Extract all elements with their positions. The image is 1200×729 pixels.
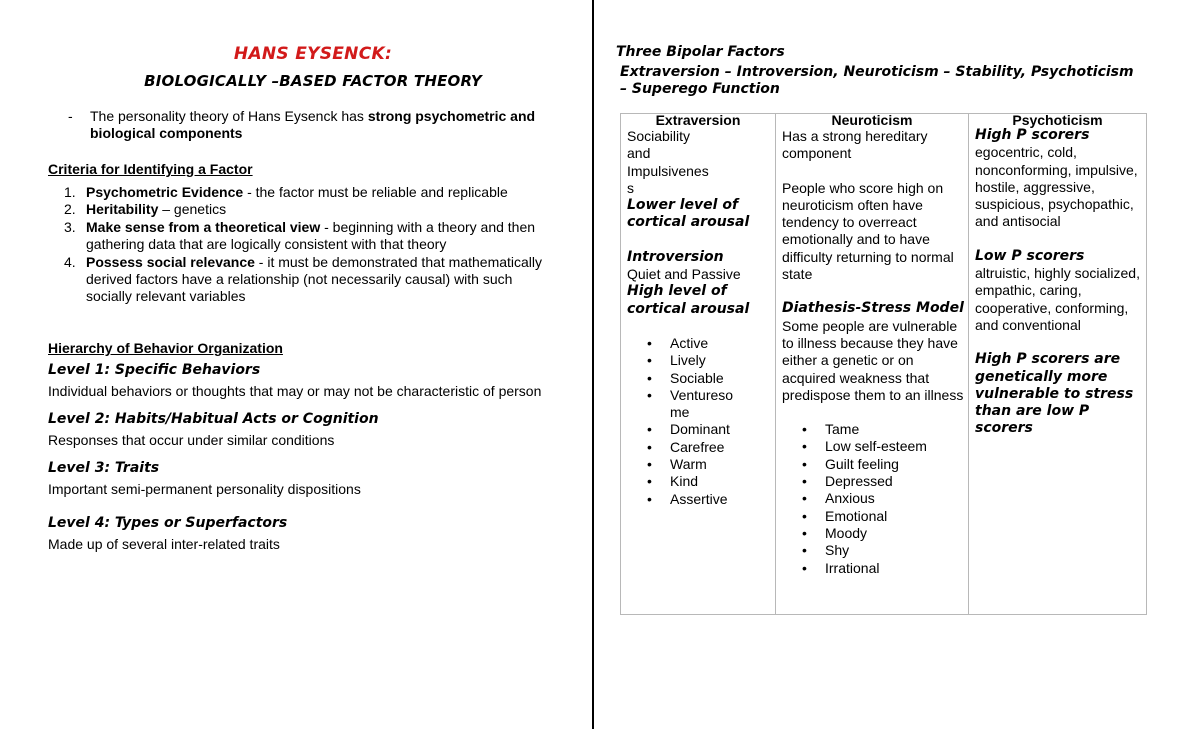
table-column-extraversion — [621, 114, 776, 614]
cell-text: altruistic, highly socialized, empathic, caring, cooperative, conforming, and conventional — [975, 265, 1140, 333]
emphasis-text: Diathesis-Stress Model — [782, 300, 964, 317]
list-item: • Ventureso — [627, 387, 771, 404]
list-item: • Dominant — [627, 421, 771, 438]
list-item: • Active — [627, 335, 771, 352]
criteria-item — [64, 184, 544, 201]
level-3-title: Level 3: Traits — [48, 460, 160, 476]
cell-text: Impulsivenes — [627, 162, 709, 179]
table-column-neuroticism — [776, 114, 969, 614]
criteria-rest: - the factor must be reliable and replicable — [243, 184, 508, 200]
table-cell — [621, 124, 775, 508]
cell-text: Has a strong hereditary component — [782, 128, 928, 162]
list-number: 1. — [64, 184, 76, 200]
list-item: • Emotional — [782, 508, 964, 525]
list-item: • Low self-esteem — [782, 438, 964, 455]
criteria-item — [64, 219, 544, 254]
level-1-desc: Individual behaviors or thoughts that may or may not be characteristic of person — [48, 383, 542, 399]
criteria-rest: – genetics — [158, 201, 227, 218]
criteria-bold: Possess social relevance — [86, 253, 255, 270]
intro-bullet — [68, 108, 538, 142]
table-header: Psychoticism — [1012, 112, 1103, 128]
cell-text: Some people are vulnerable to illness because they have either a genetic or on acquired weakness that predispose them to an illness — [782, 317, 964, 403]
criteria-bold: Make sense from a theoretical view — [86, 218, 321, 235]
criteria-bold: Psychometric Evidence — [86, 184, 244, 200]
list-item-continuation — [627, 404, 771, 421]
list-item: • Shy — [782, 542, 964, 559]
level-2-desc: Responses that occur under similar conditions — [48, 432, 335, 448]
dash-marker: - — [68, 108, 73, 124]
page-title: HANS EYSENCK: — [233, 44, 393, 64]
list-item: • Depressed — [782, 473, 964, 490]
cell-text: egocentric, cold, nonconforming, impulsive, hostile, aggressive, suspicious, psychopathic, and antisocial — [975, 144, 1138, 230]
table-cell — [776, 124, 968, 577]
list-item: • Irrational — [782, 560, 964, 577]
list-item: • Kind — [627, 473, 771, 490]
intro-text-bold: strong psychometric and biological components — [90, 108, 536, 141]
emphasis-text: High P scorers — [975, 127, 1090, 143]
page-divider — [592, 0, 594, 729]
intro-text-plain: The personality theory of Hans Eysenck has — [90, 108, 368, 124]
intro-text — [90, 108, 538, 142]
neuroticism-traits-list — [782, 421, 964, 577]
emphasis-text: High P scorers are genetically more vulnerable to stress than are low P scorers — [975, 351, 1134, 437]
factors-table — [620, 113, 1147, 615]
level-1-title: Level 1: Specific Behaviors — [48, 362, 261, 378]
cell-text: People who score high on neuroticism often have tendency to overreact emotionally and to have difficulty returning to normal state — [782, 179, 954, 283]
level-2-title: Level 2: Habits/Habitual Acts or Cognition — [48, 411, 379, 427]
list-item: • Warm — [627, 456, 771, 473]
list-item: • Lively — [627, 352, 771, 369]
bipolar-subtitle: Extraversion – Introversion, Neuroticism – Stability, Psychoticism – Superego Function — [620, 64, 1134, 97]
page-subtitle: BIOLOGICALLY –BASED FACTOR THEORY — [144, 72, 482, 90]
table-header: Extraversion — [655, 112, 741, 128]
criteria-item — [64, 254, 544, 306]
level-4-title: Level 4: Types or Superfactors — [48, 515, 288, 531]
extraversion-traits-list — [627, 335, 771, 508]
criteria-heading: Criteria for Identifying a Factor — [48, 161, 253, 177]
cell-text: me — [670, 404, 690, 421]
level-3-desc: Important semi-permanent personality dispositions — [48, 481, 361, 497]
table-cell — [969, 124, 1146, 438]
list-item: • Guilt feeling — [782, 456, 964, 473]
emphasis-text: Introversion — [627, 248, 724, 265]
hierarchy-heading: Hierarchy of Behavior Organization — [48, 340, 283, 356]
criteria-list — [64, 184, 544, 306]
list-item: • Assertive — [627, 491, 771, 508]
level-4-desc: Made up of several inter-related traits — [48, 536, 280, 552]
list-item: • Sociable — [627, 370, 771, 387]
emphasis-text: Lower level of — [627, 197, 739, 214]
cell-text: s — [627, 179, 634, 196]
emphasis-text: High level of — [627, 283, 727, 300]
criteria-rest: - it must be demonstrated that mathematically derived factors have a relationship (not necessarily causal) with such socially relevant variables — [86, 253, 543, 305]
table-column-psychoticism — [969, 114, 1146, 614]
list-item: • Carefree — [627, 439, 771, 456]
criteria-bold: Heritability — [86, 201, 159, 218]
emphasis-text: cortical arousal — [627, 300, 750, 317]
cell-text: Quiet and Passive — [627, 266, 741, 283]
criteria-item — [64, 201, 544, 218]
list-item: • Anxious — [782, 490, 964, 507]
criteria-rest: - beginning with a theory and then gathering data that are logically consistent with that theory — [86, 218, 536, 253]
bipolar-title: Three Bipolar Factors — [616, 44, 785, 60]
list-number: 4. — [64, 253, 76, 270]
list-item: • Tame — [782, 421, 964, 438]
emphasis-text: cortical arousal — [627, 214, 750, 231]
cell-text: and — [627, 145, 651, 162]
list-number: 3. — [64, 218, 76, 235]
cell-text: Sociability — [627, 128, 691, 144]
table-header: Neuroticism — [831, 112, 913, 128]
list-number: 2. — [64, 201, 76, 218]
list-item: • Moody — [782, 525, 964, 542]
emphasis-text: Low P scorers — [975, 247, 1085, 264]
